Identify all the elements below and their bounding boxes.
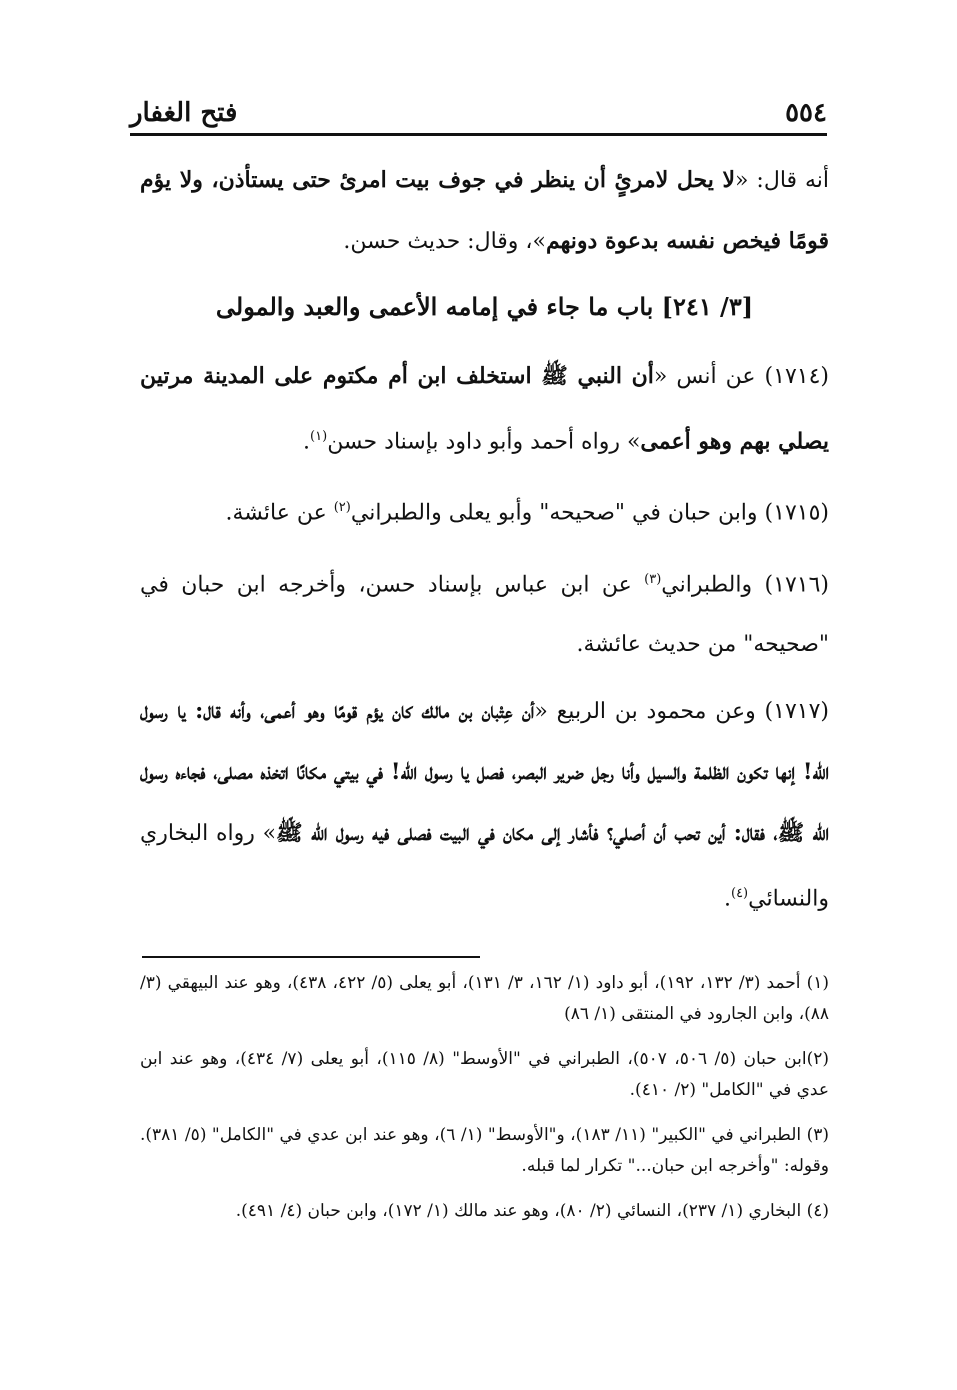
header-rule [130, 133, 827, 136]
text: » رواه أحمد وأبو داود بإسناد حسن [327, 429, 641, 455]
main-text [140, 150, 829, 935]
hadith-1714 [140, 346, 829, 472]
text: »، وقال: حديث حسن. [343, 229, 546, 254]
text: عن عائشة. [225, 500, 334, 526]
text: عن أنس « [653, 364, 765, 389]
footnote-ref: (٣) [644, 571, 662, 587]
text: وعن محمود بن الربيع « [534, 698, 765, 724]
hadith-number: (١٧١٦) [764, 571, 829, 597]
paragraph-intro [140, 150, 829, 272]
chapter-heading: [٣/ ٢٤١] باب ما جاء في إمامه الأعمى والعبد والمولى [215, 292, 754, 321]
text: أنه قال: « [735, 168, 830, 193]
footnote-4: (٤) البخاري (١/ ٢٣٧)، النسائي (٢/ ٨٠)، وهو عند مالك (١/ ١٧٢)، وابن حبان (٤/ ٤٩١). [235, 1201, 829, 1221]
hadith-1715 [140, 478, 829, 543]
hadith-1716 [140, 550, 829, 675]
hadith-number: (١٧١٥) [764, 500, 829, 526]
hadith-text: أن النبي ﷺ استخلف ابن أم مكتوم على المدينة مرتين يصلي بهم وهو أعمى [140, 363, 829, 455]
footnote-2: (٢)ابن حبان (٥/ ٥٠٦، ٥٠٧)، الطبراني في "الأوسط" (٨/ ١١٥)، أبو يعلى (٧/ ٤٣٤)، وهو عند ابن عدي في "الكامل" (٢/ ٤١٠). [140, 1049, 829, 1100]
text: عن ابن عباس بإسناد حسن، وأخرجه ابن حبان في "صحيحه" من حديث عائشة. [140, 571, 829, 657]
book-title: فتح الغفار [130, 98, 238, 128]
hadith-number: (١٧١٤) [764, 364, 829, 389]
footnote-ref: (٤) [730, 885, 749, 901]
footnote-3: (٣) الطبراني في "الكبير" (١١/ ١٨٣)، و"الأوسط" (١/ ٦)، وهو عند ابن عدي في "الكامل" (٥/ ٣٨١). وقوله: "وأخرجه ابن حبان..." تكرار لما قبله. [140, 1125, 830, 1176]
hadith-text: أن عِتْبان بن مالك كان يؤم قومًا وهو أعمى، وأنه قال: يا رسول الله! إنها تكون الظلمة والسيل وأنا رجل ضرير البصر، فصل يا رسول الله! في بيتي مكانًا اتخذه مصلى، فجاءه رسول الله ﷺ، فقال: أين تحب أن أصلي؟ فأشار إلى مكان في البيت فصلى فيه رسول الله ﷺ [140, 697, 829, 846]
hadith-text: لا يحل لامرئٍ أن ينظر في جوف بيت امرئ حتى يستأذن، ولا يؤم قومًا فيخص نفسه بدعوة دونهم [140, 167, 829, 254]
text: . [303, 429, 311, 455]
footnote-ref: (١) [310, 429, 328, 444]
footnote-separator [142, 956, 480, 958]
hadith-number: (١٧١٧) [764, 698, 829, 724]
footnote-1: (١) أحمد (٣/ ١٣٢، ١٩٢)، أبو داود (١/ ١٦٢، ٣/ ١٣١)، أبو يعلى (٥/ ٤٢٢، ٤٣٨)، وهو عند البيهقي (٣/ ٨٨)، وابن الجارود في المنتقى (١/ ٨٦) [140, 973, 829, 1024]
page-header [130, 92, 827, 128]
page-number: ٥٥٤ [785, 98, 827, 128]
text: » رواه البخاري والنسائي [140, 820, 829, 912]
footnote-ref: (٢) [333, 500, 351, 516]
footnotes [140, 968, 829, 1241]
hadith-1717 [140, 681, 829, 929]
text: والطبراني [661, 571, 765, 597]
text: . [723, 886, 731, 912]
text: وابن حبان في "صحيحه" وأبو يعلى والطبراني [350, 500, 765, 526]
